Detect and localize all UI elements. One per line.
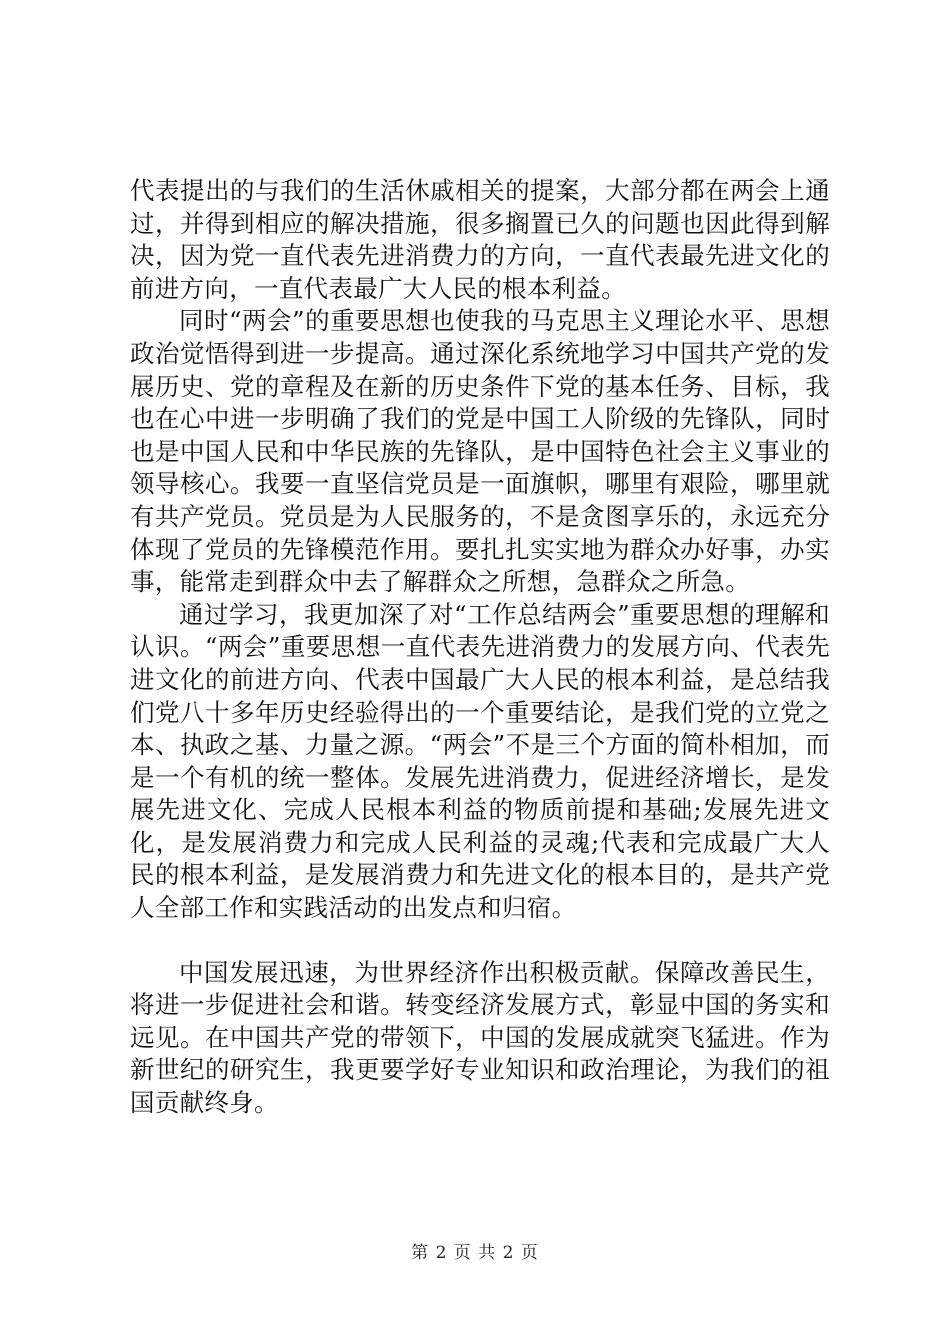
paragraph-two-sessions-thought: 同时“两会”的重要思想也使我的马克思主义理论水平、思想政治觉悟得到进一步提高。通过深化系统地学习中国共产党的发展历史、党的章程及在新的历史条件下党的基本任务、目标，我也在心中进一步明确了我们的党是中国工人阶级的先锋队，同时也是中国人民和中华民族的先锋队，是中国特色社会主义事业的领导核心。我要一直坚信党员是一面旗帜，哪里有艰险，哪里就有共产党员。党员是为人民服务的，不是贪图享乐的，永远充分体现了党员的先锋模范作用。要扎扎实实地为群众办好事，办实事，能常走到群众中去了解群众之所想，急群众之所急。: [130, 306, 830, 597]
document-body: [130, 175, 830, 1120]
paragraph-study-understanding: 通过学习，我更加深了对“工作总结两会”重要思想的理解和认识。“两会”重要思想一直代表先进消费力的发展方向、代表先进文化的前进方向、代表中国最广大人民的根本利益，是总结我们党八十多年历史经验得出的一个重要结论，是我们党的立党之本、执政之基、力量之源。“两会”不是三个方面的简朴相加，而是一个有机的统一整体。发展先进消费力，促进经济增长，是发展先进文化、完成人民根本利益的物质前提和基础;发展先进文化，是发展消费力和完成人民利益的灵魂;代表和完成最广大人民的根本利益，是发展消费力和先进文化的根本目的，是共产党人全部工作和实践活动的出发点和归宿。: [130, 599, 830, 923]
paragraph-continuation: 代表提出的与我们的生活休戚相关的提案，大部分都在两会上通过，并得到相应的解决措施，很多搁置已久的问题也因此得到解决，因为党一直代表先进消费力的方向，一直代表最先进文化的前进方向，一直代表最广大人民的根本利益。: [130, 176, 830, 303]
paragraph-conclusion: 中国发展迅速，为世界经济作出积极贡献。保障改善民生，将进一步促进社会和谐。转变经济发展方式，彰显中国的务实和远见。在中国共产党的带领下，中国的发展成就突飞猛进。作为新世纪的研究生，我更要学好专业知识和政治理论，为我们的祖国贡献终身。: [130, 957, 830, 1118]
page-number-footer: 第 2 页 共 2 页: [411, 1243, 539, 1263]
